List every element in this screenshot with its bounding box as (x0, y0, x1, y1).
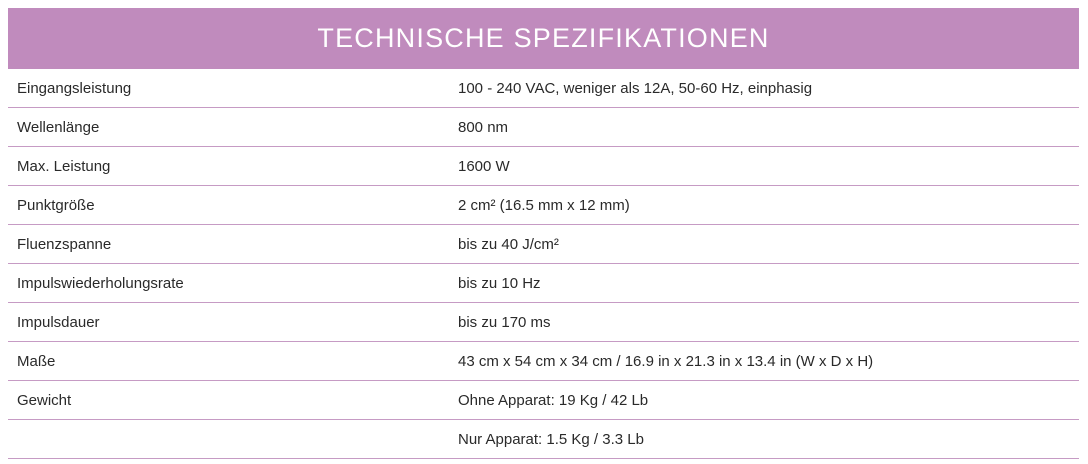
spec-value: 1600 W (449, 147, 1079, 186)
spec-header (8, 8, 1079, 69)
spec-value: Nur Apparat: 1.5 Kg / 3.3 Lb (449, 420, 1079, 459)
table-row (8, 186, 1079, 225)
spec-label: Eingangsleistung (8, 69, 449, 108)
spec-table (8, 69, 1079, 459)
table-row (8, 147, 1079, 186)
spec-label: Gewicht (8, 381, 449, 420)
spec-label: Max. Leistung (8, 147, 449, 186)
spec-label: Impulsdauer (8, 303, 449, 342)
spec-label: Punktgröße (8, 186, 449, 225)
spec-value: 43 cm x 54 cm x 34 cm / 16.9 in x 21.3 in x 13.4 in (W x D x H) (449, 342, 1079, 381)
spec-value: bis zu 10 Hz (449, 264, 1079, 303)
page-title: TECHNISCHE SPEZIFIKATIONEN (317, 23, 770, 53)
spec-label: Fluenzspanne (8, 225, 449, 264)
spec-value: bis zu 170 ms (449, 303, 1079, 342)
spec-value: Ohne Apparat: 19 Kg / 42 Lb (449, 381, 1079, 420)
table-row (8, 264, 1079, 303)
spec-label: Wellenlänge (8, 108, 449, 147)
spec-value: 800 nm (449, 108, 1079, 147)
spec-value: bis zu 40 J/cm² (449, 225, 1079, 264)
spec-value: 2 cm² (16.5 mm x 12 mm) (449, 186, 1079, 225)
table-row (8, 225, 1079, 264)
spec-value: 100 - 240 VAC, weniger als 12A, 50-60 Hz, einphasig (449, 69, 1079, 108)
spec-label (8, 420, 449, 459)
table-row (8, 69, 1079, 108)
table-row (8, 108, 1079, 147)
spec-sheet (8, 8, 1079, 459)
table-row (8, 342, 1079, 381)
table-row (8, 420, 1079, 459)
spec-label: Maße (8, 342, 449, 381)
spec-label: Impulswiederholungsrate (8, 264, 449, 303)
table-row (8, 381, 1079, 420)
table-row (8, 303, 1079, 342)
